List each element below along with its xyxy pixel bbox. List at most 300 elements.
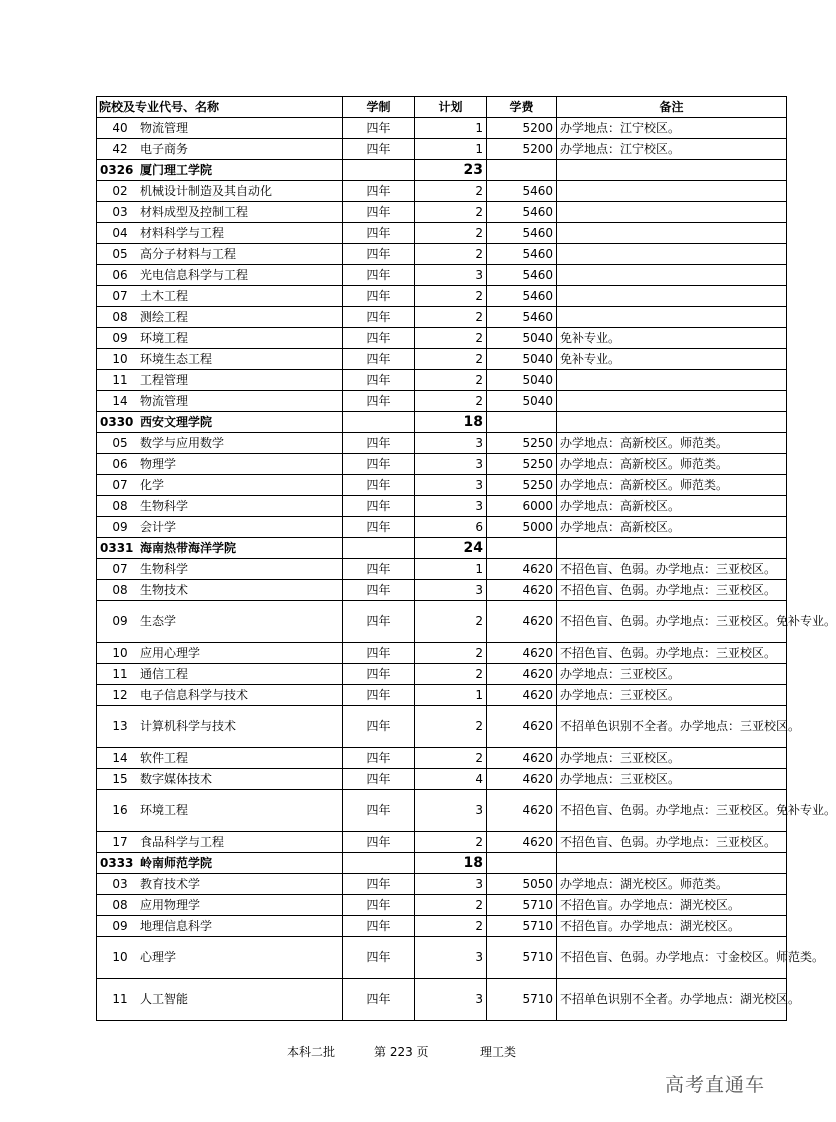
- major-code: 14: [112, 393, 128, 408]
- school-plan-total: 23: [415, 160, 487, 181]
- major-years: 四年: [343, 307, 415, 328]
- major-note: [557, 223, 787, 244]
- major-name: 测绘工程: [140, 309, 189, 324]
- major-note: 免补专业。: [557, 328, 787, 349]
- major-code: 08: [112, 498, 128, 513]
- major-name: 计算机科学与技术: [140, 719, 237, 733]
- major-row: [97, 559, 787, 580]
- major-years: 四年: [343, 685, 415, 706]
- major-years: 四年: [343, 349, 415, 370]
- major-plan: 3: [415, 937, 487, 979]
- watermark-text: 高考直通车: [664, 1074, 765, 1096]
- major-name-cell: [97, 643, 343, 664]
- major-plan: 2: [415, 916, 487, 937]
- major-years: 四年: [343, 202, 415, 223]
- major-row: [97, 790, 787, 832]
- major-name-cell: [97, 496, 343, 517]
- major-years: 四年: [343, 895, 415, 916]
- major-note: [557, 244, 787, 265]
- major-plan: 2: [415, 601, 487, 643]
- major-name: 地理信息科学: [140, 918, 213, 933]
- major-plan: 2: [415, 244, 487, 265]
- major-name-cell: [97, 370, 343, 391]
- major-row: [97, 916, 787, 937]
- major-years: 四年: [343, 433, 415, 454]
- major-name: 人工智能: [140, 992, 189, 1006]
- major-row: [97, 580, 787, 601]
- major-fee: 5250: [487, 433, 557, 454]
- major-name: 材料成型及控制工程: [140, 204, 249, 219]
- admission-plan-table: [96, 96, 836, 1021]
- major-note: 办学地点：三亚校区。: [557, 664, 787, 685]
- major-plan: 2: [415, 391, 487, 412]
- footer-page-number: 第 223 页: [374, 1045, 429, 1059]
- major-name-cell: [97, 874, 343, 895]
- major-code: 11: [112, 992, 128, 1006]
- major-years: 四年: [343, 328, 415, 349]
- major-code: 09: [112, 330, 128, 345]
- major-code: 11: [112, 666, 128, 681]
- major-name-cell: [97, 580, 343, 601]
- major-fee: 5460: [487, 265, 557, 286]
- major-fee: 4620: [487, 748, 557, 769]
- major-plan: 2: [415, 202, 487, 223]
- major-note: 不招色盲。办学地点：湖光校区。: [557, 895, 787, 916]
- major-plan: 3: [415, 874, 487, 895]
- major-code: 42: [112, 141, 128, 156]
- school-name: 海南热带海洋学院: [140, 540, 237, 555]
- school-fee-cell: [487, 538, 557, 559]
- major-years: 四年: [343, 580, 415, 601]
- major-name: 软件工程: [140, 750, 189, 765]
- major-fee: 5460: [487, 307, 557, 328]
- major-name: 生物科学: [140, 498, 189, 513]
- school-note-cell: [557, 160, 787, 181]
- major-note: [557, 307, 787, 328]
- major-plan: 6: [415, 517, 487, 538]
- major-name-cell: [97, 202, 343, 223]
- major-fee: 4620: [487, 643, 557, 664]
- major-plan: 2: [415, 706, 487, 748]
- header-note: 备注: [557, 97, 787, 118]
- major-plan: 3: [415, 979, 487, 1021]
- major-years: 四年: [343, 832, 415, 853]
- major-row: [97, 475, 787, 496]
- school-years-cell: [343, 853, 415, 874]
- major-note: 不招单色识别不全者。办学地点：湖光校区。: [557, 979, 787, 1021]
- major-row: [97, 370, 787, 391]
- major-note: 办学地点：三亚校区。: [557, 748, 787, 769]
- major-name-cell: [97, 328, 343, 349]
- major-code: 04: [112, 225, 128, 240]
- major-name-cell: [97, 223, 343, 244]
- major-row: [97, 748, 787, 769]
- major-name: 物流管理: [140, 120, 189, 135]
- major-fee: 5040: [487, 370, 557, 391]
- major-note: 免补专业。: [557, 349, 787, 370]
- major-name-cell: [97, 517, 343, 538]
- major-name-cell: [97, 307, 343, 328]
- major-code: 09: [112, 519, 128, 534]
- major-row: [97, 349, 787, 370]
- major-code: 09: [112, 614, 128, 628]
- major-name-cell: [97, 433, 343, 454]
- major-code: 09: [112, 918, 128, 933]
- major-fee: 5460: [487, 181, 557, 202]
- major-years: 四年: [343, 643, 415, 664]
- major-fee: 5040: [487, 391, 557, 412]
- major-fee: 5460: [487, 286, 557, 307]
- major-fee: 4620: [487, 559, 557, 580]
- major-fee: 6000: [487, 496, 557, 517]
- major-row: [97, 601, 787, 643]
- major-name: 高分子材料与工程: [140, 246, 237, 261]
- major-code: 02: [112, 183, 128, 198]
- major-years: 四年: [343, 139, 415, 160]
- major-row: [97, 286, 787, 307]
- major-row: [97, 937, 787, 979]
- major-note: 不招色盲、色弱。办学地点：三亚校区。: [557, 643, 787, 664]
- major-code: 16: [112, 803, 128, 817]
- major-code: 08: [112, 309, 128, 324]
- major-name: 环境工程: [140, 330, 189, 345]
- major-name-cell: [97, 706, 343, 748]
- header-years: 学制: [343, 97, 415, 118]
- major-years: 四年: [343, 916, 415, 937]
- major-name-cell: [97, 559, 343, 580]
- major-name-cell: [97, 937, 343, 979]
- major-plan: 2: [415, 349, 487, 370]
- major-name: 数字媒体技术: [140, 771, 213, 786]
- school-row: [97, 853, 787, 874]
- major-name: 数学与应用数学: [140, 435, 225, 450]
- major-code: 10: [112, 645, 128, 660]
- major-row: [97, 895, 787, 916]
- major-code: 17: [112, 834, 128, 849]
- major-note: 不招色盲、色弱。办学地点：三亚校区。: [557, 832, 787, 853]
- school-plan-total: 18: [415, 412, 487, 433]
- major-note: 办学地点：江宁校区。: [557, 139, 787, 160]
- major-note: 办学地点：高新校区。师范类。: [557, 433, 787, 454]
- major-plan: 1: [415, 685, 487, 706]
- major-years: 四年: [343, 370, 415, 391]
- major-code: 14: [112, 750, 128, 765]
- major-row: [97, 223, 787, 244]
- major-name-cell: [97, 664, 343, 685]
- major-note: 办学地点：高新校区。: [557, 517, 787, 538]
- major-fee: 5040: [487, 328, 557, 349]
- major-note: 办学地点：高新校区。师范类。: [557, 475, 787, 496]
- major-row: [97, 307, 787, 328]
- major-fee: 4620: [487, 832, 557, 853]
- school-note-cell: [557, 853, 787, 874]
- major-plan: 2: [415, 328, 487, 349]
- major-code: 10: [112, 950, 128, 964]
- major-code: 11: [112, 372, 128, 387]
- school-row: [97, 538, 787, 559]
- major-fee: 4620: [487, 706, 557, 748]
- major-note: 办学地点：湖光校区。师范类。: [557, 874, 787, 895]
- major-row: [97, 685, 787, 706]
- major-name-cell: [97, 349, 343, 370]
- major-note: 办学地点：江宁校区。: [557, 118, 787, 139]
- school-row: [97, 160, 787, 181]
- major-plan: 3: [415, 433, 487, 454]
- major-name-cell: [97, 244, 343, 265]
- major-name: 化学: [140, 477, 165, 492]
- major-fee: 5710: [487, 979, 557, 1021]
- major-years: 四年: [343, 937, 415, 979]
- major-code: 05: [112, 246, 128, 261]
- major-years: 四年: [343, 223, 415, 244]
- major-name: 电子信息科学与技术: [140, 687, 249, 702]
- major-name: 食品科学与工程: [140, 834, 225, 849]
- major-row: [97, 643, 787, 664]
- major-years: 四年: [343, 286, 415, 307]
- major-plan: 2: [415, 370, 487, 391]
- major-name-cell: [97, 601, 343, 643]
- school-years-cell: [343, 160, 415, 181]
- major-plan: 4: [415, 769, 487, 790]
- school-name: 厦门理工学院: [140, 162, 213, 177]
- major-name: 生态学: [140, 614, 177, 628]
- major-name-cell: [97, 748, 343, 769]
- major-fee: 5710: [487, 895, 557, 916]
- major-fee: 5250: [487, 475, 557, 496]
- major-note: [557, 202, 787, 223]
- major-row: [97, 832, 787, 853]
- major-years: 四年: [343, 769, 415, 790]
- major-name: 电子商务: [140, 141, 189, 156]
- major-years: 四年: [343, 475, 415, 496]
- major-plan: 2: [415, 181, 487, 202]
- major-name: 材料科学与工程: [140, 225, 225, 240]
- major-row: [97, 244, 787, 265]
- major-code: 15: [112, 771, 128, 786]
- major-name-cell: [97, 181, 343, 202]
- major-years: 四年: [343, 265, 415, 286]
- school-name-cell: [97, 160, 343, 181]
- major-note: 不招色盲、色弱。办学地点：三亚校区。: [557, 580, 787, 601]
- major-plan: 2: [415, 664, 487, 685]
- major-fee: 5050: [487, 874, 557, 895]
- major-plan: 3: [415, 265, 487, 286]
- major-name-cell: [97, 895, 343, 916]
- major-fee: 5040: [487, 349, 557, 370]
- school-fee-cell: [487, 160, 557, 181]
- major-years: 四年: [343, 748, 415, 769]
- major-name: 教育技术学: [140, 876, 201, 891]
- major-name: 环境生态工程: [140, 351, 213, 366]
- major-fee: 4620: [487, 580, 557, 601]
- school-years-cell: [343, 412, 415, 433]
- major-name-cell: [97, 790, 343, 832]
- table-body: [97, 118, 836, 1021]
- major-years: 四年: [343, 601, 415, 643]
- major-name-cell: [97, 139, 343, 160]
- major-name: 应用心理学: [140, 645, 201, 660]
- major-plan: 3: [415, 580, 487, 601]
- footer-category: 理工类: [480, 1045, 517, 1059]
- major-name: 物流管理: [140, 393, 189, 408]
- major-note: 办学地点：三亚校区。: [557, 685, 787, 706]
- major-note: 不招色盲、色弱。办学地点：三亚校区。免补专业。: [557, 601, 787, 643]
- major-row: [97, 496, 787, 517]
- major-fee: 4620: [487, 685, 557, 706]
- major-code: 06: [112, 456, 128, 471]
- major-plan: 1: [415, 139, 487, 160]
- major-years: 四年: [343, 496, 415, 517]
- major-name: 通信工程: [140, 666, 189, 681]
- major-row: [97, 664, 787, 685]
- major-name-cell: [97, 475, 343, 496]
- major-fee: 4620: [487, 769, 557, 790]
- major-row: [97, 328, 787, 349]
- major-code: 13: [112, 719, 128, 733]
- major-row: [97, 265, 787, 286]
- major-row: [97, 979, 787, 1021]
- major-note: [557, 265, 787, 286]
- major-code: 10: [112, 351, 128, 366]
- header-name: 院校及专业代号、名称: [97, 97, 343, 118]
- major-note: 不招单色识别不全者。办学地点：三亚校区。: [557, 706, 787, 748]
- major-plan: 3: [415, 454, 487, 475]
- major-name-cell: [97, 454, 343, 475]
- major-row: [97, 118, 787, 139]
- school-name-cell: [97, 538, 343, 559]
- major-years: 四年: [343, 244, 415, 265]
- major-name: 机械设计制造及其自动化: [140, 183, 273, 198]
- school-name: 西安文理学院: [140, 414, 213, 429]
- major-plan: 1: [415, 118, 487, 139]
- major-plan: 2: [415, 832, 487, 853]
- school-code: 0326: [100, 162, 134, 177]
- major-years: 四年: [343, 790, 415, 832]
- major-years: 四年: [343, 454, 415, 475]
- major-fee: 5250: [487, 454, 557, 475]
- major-code: 07: [112, 288, 128, 303]
- major-years: 四年: [343, 517, 415, 538]
- major-years: 四年: [343, 706, 415, 748]
- major-name-cell: [97, 286, 343, 307]
- major-note: 不招色盲、色弱。办学地点：寸金校区。师范类。: [557, 937, 787, 979]
- table-header-row: [97, 97, 787, 118]
- major-row: [97, 391, 787, 412]
- school-fee-cell: [487, 853, 557, 874]
- school-code: 0333: [100, 855, 134, 870]
- major-row: [97, 202, 787, 223]
- major-row: [97, 874, 787, 895]
- school-note-cell: [557, 538, 787, 559]
- school-code: 0330: [100, 414, 134, 429]
- major-code: 06: [112, 267, 128, 282]
- major-plan: 2: [415, 286, 487, 307]
- major-note: [557, 370, 787, 391]
- major-row: [97, 433, 787, 454]
- major-name: 光电信息科学与工程: [140, 267, 249, 282]
- major-fee: 5460: [487, 244, 557, 265]
- major-fee: 5200: [487, 139, 557, 160]
- major-fee: 4620: [487, 664, 557, 685]
- school-name: 岭南师范学院: [140, 855, 213, 870]
- major-years: 四年: [343, 181, 415, 202]
- major-code: 12: [112, 687, 128, 702]
- major-fee: 5460: [487, 202, 557, 223]
- major-row: [97, 454, 787, 475]
- school-code: 0331: [100, 540, 134, 555]
- header-plan: 计划: [415, 97, 487, 118]
- major-name-cell: [97, 391, 343, 412]
- school-fee-cell: [487, 412, 557, 433]
- major-code: 07: [112, 561, 128, 576]
- major-note: 不招色盲、色弱。办学地点：三亚校区。免补专业。: [557, 790, 787, 832]
- major-name: 土木工程: [140, 288, 189, 303]
- major-fee: 5460: [487, 223, 557, 244]
- major-fee: 4620: [487, 790, 557, 832]
- school-name-cell: [97, 412, 343, 433]
- school-name-cell: [97, 853, 343, 874]
- major-code: 03: [112, 204, 128, 219]
- major-name-cell: [97, 265, 343, 286]
- major-plan: 2: [415, 895, 487, 916]
- major-note: 不招色盲。办学地点：湖光校区。: [557, 916, 787, 937]
- major-note: [557, 391, 787, 412]
- major-name-cell: [97, 769, 343, 790]
- major-note: [557, 286, 787, 307]
- major-name: 工程管理: [140, 372, 189, 387]
- major-name: 会计学: [140, 519, 177, 534]
- major-code: 08: [112, 582, 128, 597]
- major-years: 四年: [343, 391, 415, 412]
- major-note: 办学地点：高新校区。: [557, 496, 787, 517]
- major-code: 40: [112, 120, 128, 135]
- major-row: [97, 181, 787, 202]
- major-name: 心理学: [140, 950, 177, 964]
- major-note: [557, 181, 787, 202]
- major-plan: 2: [415, 223, 487, 244]
- major-fee: 5200: [487, 118, 557, 139]
- major-plan: 3: [415, 475, 487, 496]
- school-row: [97, 412, 787, 433]
- major-plan: 2: [415, 748, 487, 769]
- major-years: 四年: [343, 874, 415, 895]
- major-plan: 2: [415, 307, 487, 328]
- school-plan-total: 24: [415, 538, 487, 559]
- major-fee: 4620: [487, 601, 557, 643]
- major-years: 四年: [343, 664, 415, 685]
- major-name: 生物技术: [140, 582, 189, 597]
- major-name-cell: [97, 118, 343, 139]
- major-name-cell: [97, 979, 343, 1021]
- major-code: 03: [112, 876, 128, 891]
- major-note: 办学地点：高新校区。师范类。: [557, 454, 787, 475]
- footer-batch: 本科二批: [287, 1045, 336, 1059]
- school-plan-total: 18: [415, 853, 487, 874]
- major-row: [97, 139, 787, 160]
- major-name-cell: [97, 685, 343, 706]
- major-name: 生物科学: [140, 561, 189, 576]
- header-fee: 学费: [487, 97, 557, 118]
- major-code: 05: [112, 435, 128, 450]
- major-years: 四年: [343, 118, 415, 139]
- major-years: 四年: [343, 559, 415, 580]
- major-name: 应用物理学: [140, 897, 201, 912]
- major-note: 不招色盲、色弱。办学地点：三亚校区。: [557, 559, 787, 580]
- major-plan: 1: [415, 559, 487, 580]
- major-row: [97, 769, 787, 790]
- major-row: [97, 706, 787, 748]
- major-plan: 2: [415, 643, 487, 664]
